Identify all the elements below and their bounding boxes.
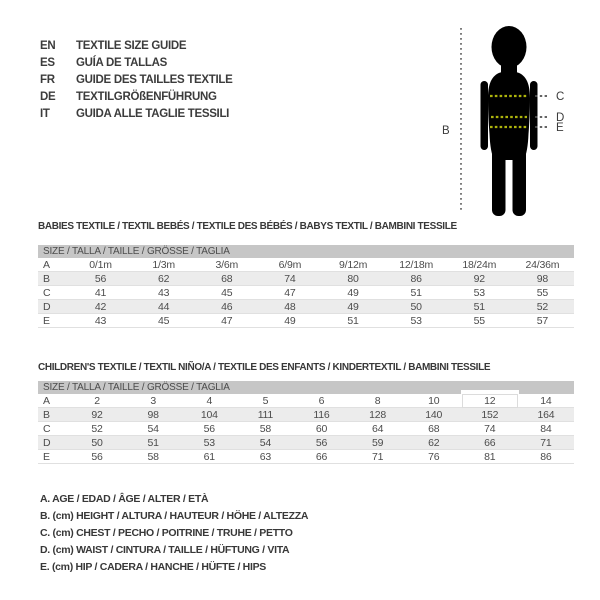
size-cell: 4 — [181, 394, 237, 408]
size-cell: 61 — [181, 450, 237, 464]
language-code: IT — [40, 108, 50, 120]
size-cell: 71 — [518, 436, 574, 450]
size-cell: 3 — [125, 394, 181, 408]
child-silhouette-figure — [438, 10, 600, 225]
size-cell: 51 — [322, 314, 385, 328]
size-cell: 43 — [69, 314, 132, 328]
size-cell: 18/24m — [448, 258, 511, 272]
size-cell: 3/6m — [195, 258, 258, 272]
language-row — [40, 89, 233, 106]
label-e: E — [556, 122, 564, 134]
size-cell: 48 — [258, 300, 321, 314]
size-cell: 0/1m — [69, 258, 132, 272]
size-cell: 8 — [350, 394, 406, 408]
size-cell: 2 — [69, 394, 125, 408]
measurement-figure — [438, 10, 600, 225]
legend-line-waist: D. (cm) WAIST / CINTURA / TAILLE / HÜFTUNG / VITA — [40, 544, 290, 556]
language-row — [40, 55, 233, 72]
size-cell: 60 — [293, 422, 349, 436]
size-cell: 50 — [385, 300, 448, 314]
size-cell: 152 — [462, 408, 518, 422]
legend-line-chest: C. (cm) CHEST / PECHO / POITRINE / TRUHE / PETTO — [40, 527, 293, 539]
size-cell: 56 — [69, 272, 132, 286]
size-cell: 51 — [448, 300, 511, 314]
size-cell: 55 — [448, 314, 511, 328]
size-cell: 140 — [406, 408, 462, 422]
row-label: E — [38, 450, 69, 464]
size-cell: 98 — [511, 272, 574, 286]
size-cell: 47 — [195, 314, 258, 328]
row-label: C — [38, 286, 69, 300]
size-cell: 58 — [237, 422, 293, 436]
size-cell: 6 — [293, 394, 349, 408]
legend-line-hip: E. (cm) HIP / CADERA / HANCHE / HÜFTE / HIPS — [40, 561, 266, 573]
size-cell: 98 — [125, 408, 181, 422]
size-cell: 45 — [195, 286, 258, 300]
measurement-legend — [40, 491, 308, 576]
size-cell: 45 — [132, 314, 195, 328]
babies-table — [38, 258, 574, 328]
babies-table-section — [38, 245, 574, 328]
table-row — [38, 314, 574, 328]
table-row — [38, 450, 574, 464]
language-code: ES — [40, 57, 55, 69]
size-cell: 92 — [69, 408, 125, 422]
size-cell: 10 — [406, 394, 462, 408]
size-cell: 50 — [69, 436, 125, 450]
size-cell: 86 — [385, 272, 448, 286]
size-cell: 12 — [462, 394, 518, 408]
size-cell: 68 — [406, 422, 462, 436]
language-row — [40, 72, 233, 89]
size-cell: 56 — [69, 450, 125, 464]
size-cell: 84 — [518, 422, 574, 436]
size-cell: 76 — [406, 450, 462, 464]
row-label: D — [38, 300, 69, 314]
size-cell: 6/9m — [258, 258, 321, 272]
size-cell: 68 — [195, 272, 258, 286]
size-cell: 81 — [462, 450, 518, 464]
table-row — [38, 300, 574, 314]
table-row — [38, 272, 574, 286]
size-cell: 56 — [293, 436, 349, 450]
language-label: GUÍA DE TALLAS — [76, 57, 167, 69]
label-b: B — [442, 125, 450, 137]
size-cell: 12/18m — [385, 258, 448, 272]
size-cell: 47 — [258, 286, 321, 300]
size-cell: 53 — [385, 314, 448, 328]
row-label: A — [38, 258, 69, 272]
size-cell: 104 — [181, 408, 237, 422]
size-cell: 14 — [518, 394, 574, 408]
row-label: E — [38, 314, 69, 328]
label-d: D — [556, 112, 565, 124]
child-silhouette — [481, 26, 538, 216]
size-cell: 80 — [322, 272, 385, 286]
size-cell: 62 — [132, 272, 195, 286]
language-row — [40, 38, 233, 55]
size-cell: 59 — [350, 436, 406, 450]
size-cell: 1/3m — [132, 258, 195, 272]
children-table-section — [38, 381, 574, 464]
legend-line-age: A. AGE / EDAD / ÂGE / ALTER / ETÀ — [40, 493, 209, 505]
size-cell: 51 — [125, 436, 181, 450]
row-label: C — [38, 422, 69, 436]
language-code: DE — [40, 91, 56, 103]
size-cell: 71 — [350, 450, 406, 464]
size-cell: 53 — [181, 436, 237, 450]
size-cell: 46 — [195, 300, 258, 314]
size-cell: 55 — [511, 286, 574, 300]
size-cell: 54 — [237, 436, 293, 450]
language-row — [40, 106, 233, 123]
children-table — [38, 394, 574, 464]
size-cell: 92 — [448, 272, 511, 286]
size-cell: 57 — [511, 314, 574, 328]
size-cell: 43 — [132, 286, 195, 300]
size-cell: 128 — [350, 408, 406, 422]
size-cell: 5 — [237, 394, 293, 408]
table-row — [38, 258, 574, 272]
size-cell: 49 — [258, 314, 321, 328]
row-label: D — [38, 436, 69, 450]
table-row — [38, 408, 574, 422]
language-label: GUIDE DES TAILLES TEXTILE — [76, 74, 233, 86]
children-size-header-bar: SIZE / TALLA / TAILLE / GRÖSSE / TAGLIA — [38, 381, 574, 394]
size-cell: 56 — [181, 422, 237, 436]
children-section-title: CHILDREN'S TEXTILE / TEXTIL NIÑO/A / TEXTILE DES ENFANTS / KINDERTEXTIL / BAMBINI TESSILE — [38, 362, 491, 373]
label-c: C — [556, 91, 565, 103]
language-list — [40, 38, 233, 123]
language-label: TEXTILE SIZE GUIDE — [76, 40, 187, 52]
size-cell: 66 — [293, 450, 349, 464]
size-cell: 49 — [322, 286, 385, 300]
language-code: FR — [40, 74, 55, 86]
row-label: B — [38, 408, 69, 422]
language-code: EN — [40, 40, 56, 52]
size-cell: 63 — [237, 450, 293, 464]
size-cell: 62 — [406, 436, 462, 450]
size-cell: 58 — [125, 450, 181, 464]
babies-size-header-bar: SIZE / TALLA / TAILLE / GRÖSSE / TAGLIA — [38, 245, 574, 258]
size-cell: 52 — [69, 422, 125, 436]
size-cell: 74 — [462, 422, 518, 436]
legend-line-height: B. (cm) HEIGHT / ALTURA / HAUTEUR / HÖHE / ALTEZZA — [40, 510, 309, 522]
size-cell: 54 — [125, 422, 181, 436]
language-label: GUIDA ALLE TAGLIE TESSILI — [76, 108, 230, 120]
size-cell: 74 — [258, 272, 321, 286]
table-row — [38, 422, 574, 436]
size-cell: 51 — [385, 286, 448, 300]
size-cell: 53 — [448, 286, 511, 300]
size-cell: 66 — [462, 436, 518, 450]
size-cell: 116 — [293, 408, 349, 422]
size-cell: 111 — [237, 408, 293, 422]
babies-section-title: BABIES TEXTILE / TEXTIL BEBÉS / TEXTILE DES BÉBÉS / BABYS TEXTIL / BAMBINI TESSILE — [38, 221, 457, 232]
table-row — [38, 286, 574, 300]
row-label: B — [38, 272, 69, 286]
table-row — [38, 394, 574, 408]
row-label: A — [38, 394, 69, 408]
size-cell: 64 — [350, 422, 406, 436]
size-cell: 42 — [69, 300, 132, 314]
size-cell: 24/36m — [511, 258, 574, 272]
size-cell: 44 — [132, 300, 195, 314]
table-row — [38, 436, 574, 450]
size-cell: 52 — [511, 300, 574, 314]
size-cell: 9/12m — [322, 258, 385, 272]
size-cell: 86 — [518, 450, 574, 464]
size-cell: 41 — [69, 286, 132, 300]
size-cell: 164 — [518, 408, 574, 422]
language-label: TEXTILGRÖßENFÜHRUNG — [76, 91, 217, 103]
size-cell: 49 — [322, 300, 385, 314]
